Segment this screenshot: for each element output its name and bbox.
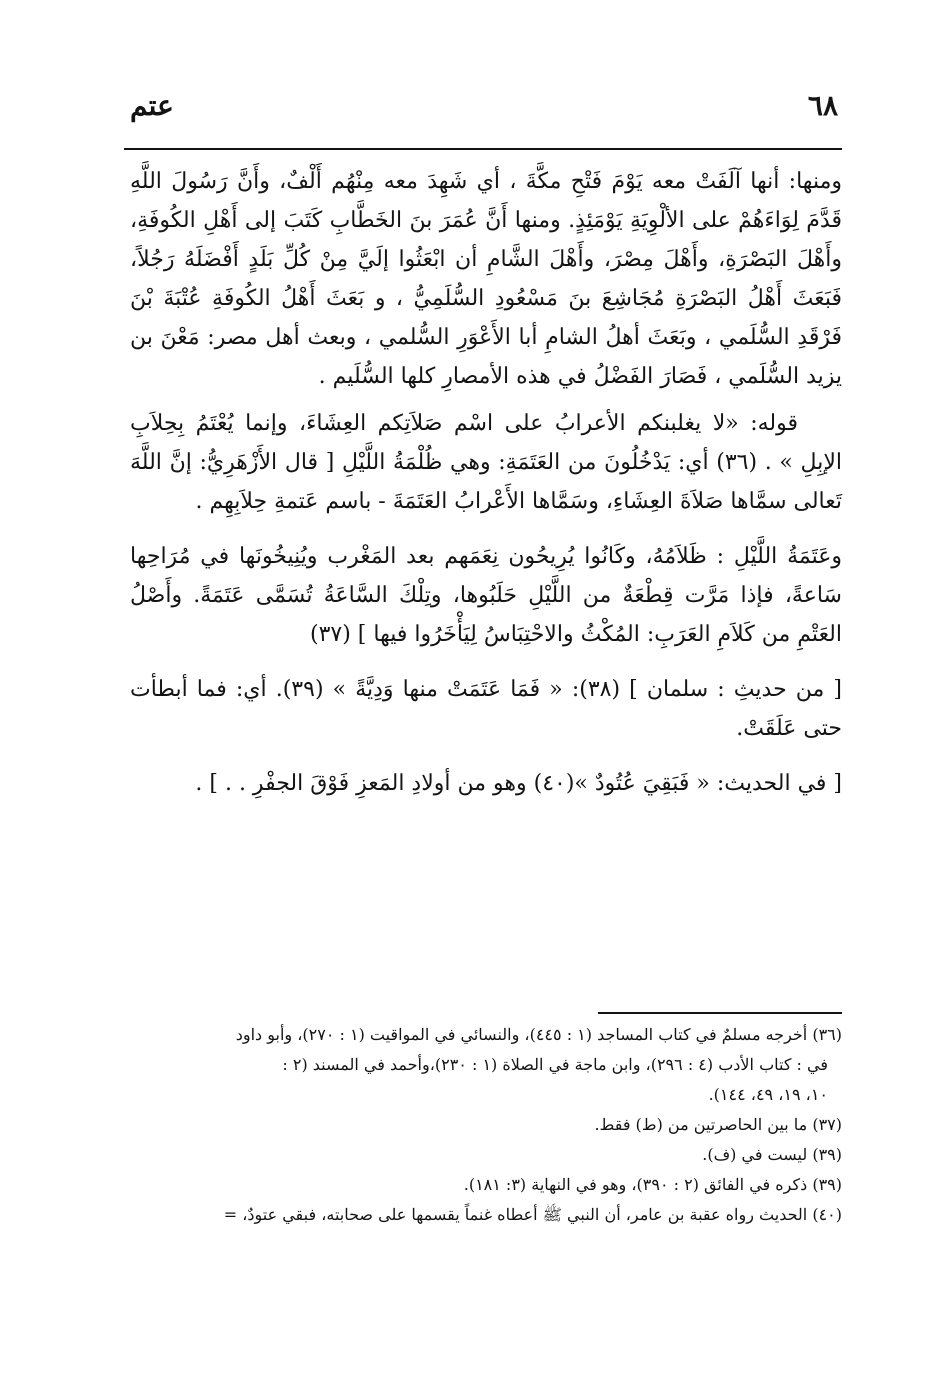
header-rule	[124, 148, 842, 150]
paragraph-banner-precedence: ومنها: أنها آلَفَتْ معه يَوْمَ فَتْحِ مكَّةَ ، أي شَهِدَ معه مِنْهُم أَلْفٌ، وأَنَّ رَسُولَ اللَّهِ قَدَّمَ لِوَاءَهُمْ على الألْوِيَةِ يَوْمَئِذٍ. ومنها أَنَّ عُمَرَ بنَ الخَطَّابِ كَتَبَ إلى أَهْلِ الكُوفَةِ، وأَهْلَ البَصْرَةِ، وأَهْلَ مِصْرَ، وأَهْلَ الشَّامِ أن ابْعَثُوا إلَيَّ مِنْ كُلِّ بَلَدٍ أَفْضَلَهُ رَجُلاً، فَبَعَثَ أَهْلُ البَصْرَةِ مُجَاشِعَ بنَ مَسْعُودِ السُّلَمِيُّ ، و بَعَثَ أَهْلُ الكُوفَةِ عُتْبَةَ بْنَ فَرْقَدِ السُّلَمي ، وبَعَثَ أهلُ الشامِ أبا الأَعْوَرِ السُّلمي ، وبعث أهل مصر: مَعْنَ بن يزيد السُّلَمي ، فَصَارَ الفَضْلُ في هذه الأمصارِ كلها السُّلَيم .	[130, 169, 842, 389]
footnote-39: (٣٩) ذكره في الفائق (٢ : ٣٩٠)، وهو في النهاية (٣: ١٨١).	[463, 1175, 842, 1194]
main-text	[130, 162, 842, 819]
paragraph-atamat-al-layl: وعَتَمَةُ اللَّيْلِ : ظَلاَمُهُ، وكَانُوا يُرِيحُون نِعَمَهم بعد المَغْرب ويُنِيخُونَها في مُرَاحِها سَاعةً، فإذا مَرَّت قِطْعَةٌ من اللَّيْلِ حَلَبُوها، وتِلْكَ السَّاعَةُ تُسَمَّى عَتَمَةً. وأَصْلُ العَتْمِ من كَلاَمِ العَرَبِ: المُكْثُ والاحْتِبَاسُ لِيَأْخَرُوا فيها ] (٣٧)	[130, 544, 842, 647]
footnote-37: (٣٧) ما بين الحاصرتين من (ط) فقط.	[594, 1115, 842, 1134]
footnote-38: (٣٩) ليست في (ف).	[702, 1145, 842, 1164]
footnote-36-line-2: في : كتاب الأدب (٤ : ٢٩٦)، وابن ماجة في الصلاة (١ : ٢٣٠)،وأحمد في المسند (٢ :	[282, 1055, 828, 1074]
footnotes	[118, 1020, 842, 1230]
paragraph-utud-hadith: [ في الحديث: « فَبَقِيَ عُتُودٌ »(٤٠) وهو من أولادِ المَعزِ فَوْقَ الجفْرِ . . ] .	[195, 771, 842, 796]
paragraph-salman-hadith: [ من حديثِ : سلمان ] (٣٨): « فَمَا عَتَمَتْ منها وَدِيَّةً » (٣٩). أي: فما أبطأت حتى عَلَقَتْ.	[130, 677, 843, 741]
running-header	[130, 86, 838, 134]
running-headword: عتم	[130, 89, 174, 122]
page-number: ٦٨	[807, 89, 838, 122]
footnote-36-line-1: (٣٦) أخرجه مسلمٌ في كتاب المساجد (١ : ٤٤٥)، والنسائي في المواقيت (١ : ٢٧٠)، وأبو داود	[235, 1025, 842, 1044]
paragraph-hadith-isha: قوله: «لا يغلبنكم الأعرابُ على اسْم صَلاَتِكم العِشَاءَ، وإنما يُعْتَمُ بِحِلاَبِ الإبِلِ » . (٣٦) أي: يَدْخُلُونَ من العَتَمَةِ: وهي ظُلْمَةُ اللَّيْلِ [ قال الأَزْهَرِيُّ: إنَّ اللَّهَ تَعالى سمَّاها صَلاَةَ العِشَاءِ، وسَمَّاها الأَعْرابُ العَتَمَةَ - باسم عَتمةِ حِلاَبِهِم .	[130, 411, 842, 514]
footnote-40: (٤٠) الحديث رواه عقبة بن عامر، أن النبي ﷺ أعطاه غنماً يقسمها على صحابته، فبقي عتودٌ، =	[223, 1205, 842, 1224]
footnote-36-line-3: ١٠، ١٩، ٤٩، ١٤٤).	[708, 1085, 828, 1104]
footnote-rule	[598, 1012, 842, 1014]
